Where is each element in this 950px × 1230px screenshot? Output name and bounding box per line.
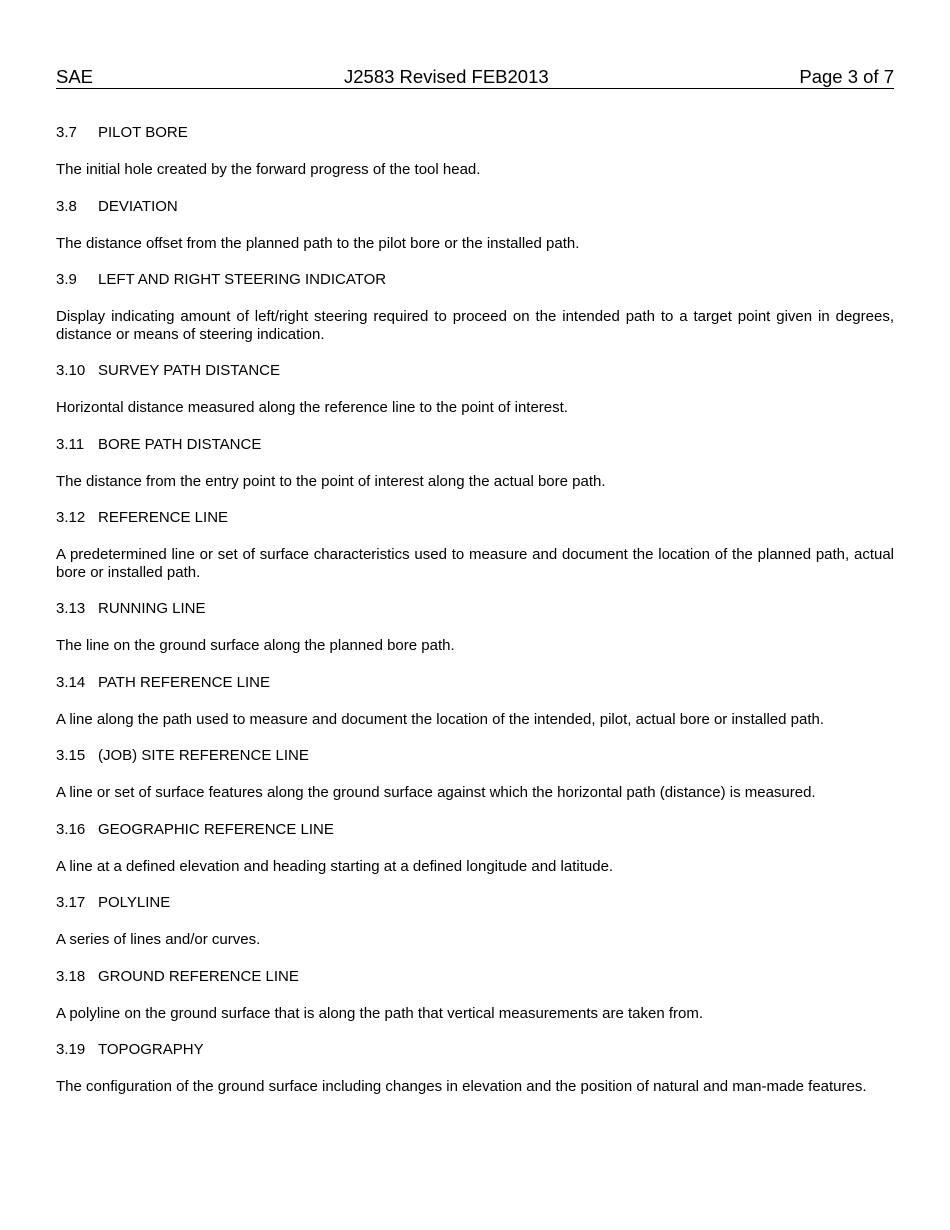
section-number: 3.19 — [56, 1041, 86, 1058]
section-heading — [56, 894, 894, 912]
section-heading — [56, 509, 894, 527]
section — [56, 600, 894, 674]
section-text: A polyline on the ground surface that is along the path that vertical measurements are taken from. — [56, 1004, 704, 1022]
section-text: The configuration of the ground surface including changes in elevation and the position of natural and man-made features. — [56, 1078, 867, 1095]
section-title: RUNNING LINE — [98, 600, 206, 617]
section-title: TOPOGRAPHY — [98, 1041, 204, 1058]
section — [56, 894, 894, 968]
section-number: 3.10 — [56, 362, 86, 379]
section-number: 3.12 — [56, 509, 86, 526]
section — [56, 509, 894, 600]
section-text: A predetermined line or set of surface characteristics used to measure and document the location of the planned path, actual bore or installed path. — [56, 546, 894, 581]
section-heading — [56, 600, 894, 618]
section-heading — [56, 124, 894, 142]
section-heading — [56, 362, 894, 380]
section-title: GEOGRAPHIC REFERENCE LINE — [98, 820, 334, 838]
section-title: POLYLINE — [98, 894, 171, 911]
section — [56, 124, 894, 198]
header-page-number: Page 3 of 7 — [799, 66, 894, 87]
section — [56, 821, 894, 895]
section-number: 3.18 — [56, 967, 86, 985]
header-organization: SAE — [56, 66, 94, 87]
section — [56, 271, 894, 362]
section-heading — [56, 821, 894, 839]
section-text: The distance offset from the planned path to the pilot bore or the installed path. — [56, 234, 580, 252]
section-title: PATH REFERENCE LINE — [98, 673, 270, 691]
section-text: A line at a defined elevation and heading starting at a defined longitude and latitude. — [56, 857, 614, 875]
section-title: GROUND REFERENCE LINE — [98, 967, 299, 985]
header-document-id: J2583 Revised FEB2013 — [344, 66, 549, 87]
section-text: A series of lines and/or curves. — [56, 931, 261, 948]
section-number: 3.17 — [56, 894, 86, 911]
section-title: SURVEY PATH DISTANCE — [98, 362, 280, 379]
section-heading — [56, 198, 894, 216]
section-heading — [56, 968, 894, 986]
section — [56, 674, 894, 748]
section-number: 3.7 — [56, 124, 77, 141]
section-title: REFERENCE LINE — [98, 509, 229, 526]
section-number: 3.8 — [56, 197, 77, 215]
section-number: 3.11 — [56, 435, 85, 453]
section-text: The line on the ground surface along the planned bore path. — [56, 637, 455, 654]
section-heading — [56, 1041, 894, 1059]
section — [56, 968, 894, 1042]
section-title: BORE PATH DISTANCE — [98, 435, 262, 453]
section-text: The initial hole created by the forward progress of the tool head. — [56, 161, 481, 178]
section-title: PILOT BORE — [98, 124, 188, 141]
section-number: 3.15 — [56, 747, 86, 764]
section-title: DEVIATION — [98, 197, 178, 215]
section-heading — [56, 674, 894, 692]
section-number: 3.16 — [56, 820, 86, 838]
section-number: 3.14 — [56, 673, 86, 691]
section-title: LEFT AND RIGHT STEERING INDICATOR — [98, 271, 387, 288]
section — [56, 436, 894, 510]
section-text: Horizontal distance measured along the reference line to the point of interest. — [56, 399, 568, 416]
section-text: The distance from the entry point to the point of interest along the actual bore path. — [56, 472, 606, 490]
section-number: 3.9 — [56, 271, 77, 288]
section-text: Display indicating amount of left/right steering required to proceed on the intended path to a target point given in degrees, distance or means of steering indication. — [56, 308, 894, 343]
section-title: (JOB) SITE REFERENCE LINE — [98, 747, 309, 764]
section — [56, 1041, 894, 1096]
document-content — [56, 124, 894, 1096]
page-header — [56, 66, 894, 89]
section — [56, 198, 894, 272]
section — [56, 362, 894, 436]
section — [56, 747, 894, 821]
section-heading — [56, 271, 894, 289]
section-text: A line along the path used to measure and document the location of the intended, pilot, actual bore or installed path. — [56, 710, 825, 728]
section-text: A line or set of surface features along the ground surface against which the horizontal path (distance) is measured. — [56, 784, 816, 801]
section-heading — [56, 747, 894, 765]
section-heading — [56, 436, 894, 454]
section-number: 3.13 — [56, 600, 86, 617]
